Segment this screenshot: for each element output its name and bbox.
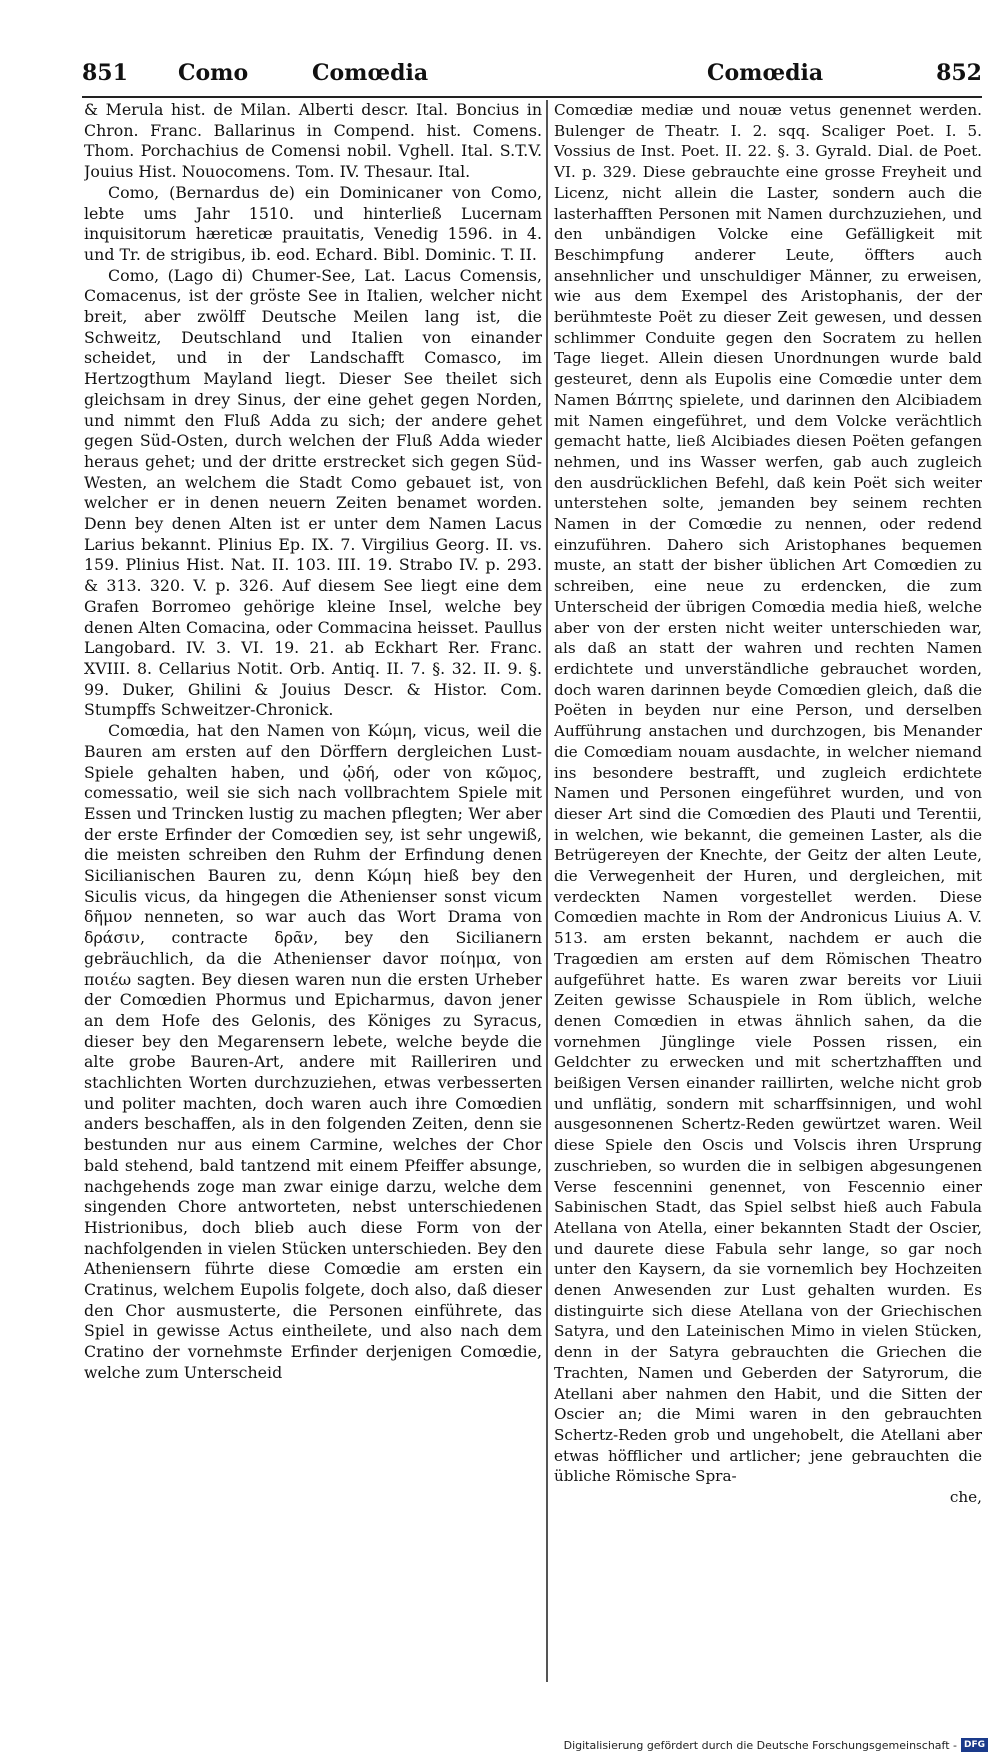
- paragraph: Como, (Bernardus de) ein Dominicaner von Como, lebte ums Jahr 1510. und hinterließ Lucernam inquisitorum hæreticæ prauitatis, Venedig 1596. in 4. und Tr. de strigibus, ib. eod. Echard. Bibl. Dominic. T. II.: [84, 182, 542, 264]
- header-rule: [82, 96, 982, 98]
- running-header: [82, 58, 982, 94]
- paragraph: & Merula hist. de Milan. Alberti descr. Ital. Boncius in Chron. Franc. Ballarinus in Compend. hist. Comens. Thom. Porchachius de Comensi nobil. Vghell. Ital. S.T.V. Jouius Hist. Nouocomens. Tom. IV. Thesaur. Ital.: [84, 100, 542, 182]
- dfg-logo: DFG: [961, 1738, 988, 1752]
- paragraph: Comœdia, hat den Namen von Κώμη, vicus, weil die Bauren am ersten auf den Dörffern dergleichen Lust-Spiele gehalten haben, und ᾠδή, oder von κῶμος, comessatio, weil sie sich nach vollbrachtem Spiele mit Essen und Trincken lustig zu machen pflegten; Wer aber der erste Erfinder der Comœdien sey, ist sehr ungewiß, die meisten schreiben den Ruhm der Erfindung denen Sicilianischen Bauren zu, denn Κώμη hieß bey den Siculis vicus, da hingegen die Athenienser sonst vicum δῆμον nenneten, so war auch das Wort Drama von δράσιν, contracte δρᾶν, bey den Sicilianern gebräuchlich, da die Athenienser davor ποίημα, von ποιέω sagten. Bey diesen waren nun die ersten Urheber der Comœdien Phormus und Epicharmus, davon jener an dem Hofe des Gelonis, des Königes zu Syracus, dieser bey den Megarensern lebete, welche beyde die alte grobe Bauren-Art, andere mit Railleriren und stachlichten Worten durchzuziehen, etwas verbesserten und politer machten, doch waren auch ihre Comœdien anders beschaffen, als in den folgenden Zeiten, denn sie bestunden nur aus einem Carmine, welches der Chor bald stehend, bald tantzend mit einem Pfeiffer absunge, nachgehends zoge man zwar einige darzu, welche dem singenden Chore antworteten, nebst unterschiedenen Histrionibus, doch blieb auch diese Form von der nachfolgenden in vielen Stücken unterschieden. Bey den Atheniensern führte diese Comœdie am ersten ein Cratinus, welchem Eupolis folgete, doch also, daß dieser den Chor ausmusterte, die Personen einführete, das Spiel in gewisse Actus eintheilete, und also nach dem Cratino der vornehmste Erfinder derjenigen Comœdie, welche zum Unterscheid: [84, 721, 542, 1382]
- footer-text: Digitalisierung gefördert durch die Deutsche Forschungsgemeinschaft -: [563, 1738, 957, 1752]
- catchword-right: Comœdia: [707, 60, 824, 86]
- digitization-footer: [564, 1738, 988, 1752]
- paragraph: Comœdiæ mediæ und nouæ vetus genennet werden. Bulenger de Theatr. I. 2. sqq. Scaliger Poet. I. 5. Vossius de Inst. Poet. II. 22. §. 3. Gyrald. Dial. de Poet. VI. p. 329. Diese gebrauchte eine grosse Freyheit und Licenz, nicht allein die Laster, sondern auch die lasterhafften Personen mit Namen durchzuziehen, und den unbändigen Volcke eine Gefälligkeit mit Beschimpfung anderer Leute, öffters auch ansehnlicher und unschuldiger Männer, zu erweisen, wie aus dem Exempel des Aristophanis, der der berühmteste Poët zu dieser Zeit gewesen, und dessen schlimmer Conduite gegen den Socratem zu hellen Tage lieget. Allein diesen Unordnungen wurde bald gesteuret, denn als Eupolis eine Comœdie unter dem Namen Βάπτης spielete, und darinnen den Alcibiadem mit Namen eingeführet, und dem Volcke verächtlich gemacht hatte, ließ Alcibiades diesen Poëten gefangen nehmen, und ins Wasser werfen, gab auch zugleich den ausdrücklichen Befehl, daß kein Poët sich weiter unterstehen solte, jemanden bey seinem rechten Namen in der Comœdie zu nennen, oder redend einzuführen. Dahero sich Aristophanes bequemen muste, an statt der bisher üblichen Art Comœdien zu schreiben, eine neue zu erdencken, die zum Unterscheid der übrigen Comœdia media hieß, welche aber von der ersten nicht weiter unterschieden war, als daß an statt der wahren und rechten Namen erdichtete und unverständliche gebrauchet worden, doch waren darinnen beyde Comœdien gleich, daß die Poëten in beyden nur eine Person, und derselben Aufführung anstachen und durchzogen, bis Menander die Comœdiam nouam ausdachte, in welcher niemand ins besondere bestrafft, und zugleich erdichtete Namen und Personen eingeführet wurden, und von dieser Art sind die Comœdien des Plauti und Terentii, in welchen, wie bekannt, die gemeinen Laster, als die Betrügereyen der Knechte, der Geitz der alten Leute, die Verwegenheit der Huren, und dergleichen, mit verdeckten Namen vorgestellet werden. Diese Comœdien machte in Rom der Andronicus Liuius A. V. 513. am ersten bekannt, nachdem er auch die Tragœdien am ersten auf dem Römischen Theatro aufgeführet hatte. Es waren zwar bereits vor Liuii Zeiten gewisse Schauspiele in Rom üblich, welche denen Comœdien in etwas ähnlich sahen, da die vornehmen Jünglinge viele Possen rissen, ein Geldchter zu erwecken und mit schertzhafften und beißigen Versen einander raillirten, welche nicht grob und unflätig, sondern mit scharffsinnigen, und wohl ausgesonnenen Schertz-Reden gewürtzet waren. Weil diese Spiele den Oscis und Volscis ihren Ursprung zuschrieben, so wurden die in selbigen abgesungenen Verse fescennini genennet, von Fescennio einer Sabinischen Stadt, das Spiel selbst hieß auch Fabula Atellana von Atella, einer bekannten Stadt der Oscier, und daurete diese Fabula sehr lange, so gar noch unter den Kaysern, da sie vornemlich bey Hochzeiten denen Anwesenden zur Lust gehalten wurden. Es distinguirte sich diese Atellana von der Griechischen Satyra, und den Lateinischen Mimo in vielen Stücken, denn in der Satyra gebrauchten die Griechen die Trachten, Namen und Geberden der Satyrorum, die Atellani aber nahmen den Habit, und die Sitten der Oscier an; die Mimi waren in den gebrauchten Schertz-Reden grob und ungehobelt, die Atellani aber etwas höfflicher und artlicher; jene gebrauchten die übliche Römische Spra-: [554, 101, 982, 1486]
- catchword-left: Como: [178, 60, 249, 86]
- page-number-left: 851: [82, 60, 128, 86]
- catchword-bottom: che,: [949, 1488, 982, 1507]
- left-column: [84, 100, 542, 1685]
- catchword-center: Comœdia: [312, 60, 429, 86]
- page-number-right: 852: [936, 60, 982, 86]
- paragraph: Como, (Lago di) Chumer-See, Lat. Lacus Comensis, Comacenus, ist der gröste See in Italien, welcher nicht breit, aber zwölff Deutsche Meilen lang ist, die Schweitz, Deutschland und Italien von einander scheidet, und in der Landschafft Comasco, im Hertzogthum Mayland liegt. Dieser See theilet sich gleichsam in drey Sinus, der eine gehet gegen Norden, und nimmt den Fluß Adda zu sich; der andere gehet gegen Süd-Osten, durch welchen der Fluß Adda wieder heraus gehet; und der dritte erstrecket sich gegen Süd-Westen, an welchem die Stadt Como gebauet ist, von welcher er in denen neuern Zeiten benamet worden. Denn bey denen Alten ist er unter dem Namen Lacus Larius bekannt. Plinius Ep. IX. 7. Virgilius Georg. II. vs. 159. Plinius Hist. Nat. II. 103. III. 19. Strabo IV. p. 293. & 313. 320. V. p. 326. Auf diesem See liegt eine dem Grafen Borromeo gehörige kleine Insel, welche bey denen Alten Comacina, oder Commacina heisset. Paullus Langobard. IV. 3. VI. 19. 21. ab Eckhart Rer. Franc. XVIII. 8. Cellarius Notit. Orb. Antiq. II. 7. §. 32. II. 9. §. 99. Duker, Ghilini & Jouius Descr. & Histor. Com. Stumpffs Schweitzer-Chronick.: [84, 265, 542, 720]
- column-divider: [546, 100, 548, 1682]
- right-column: [554, 100, 982, 1685]
